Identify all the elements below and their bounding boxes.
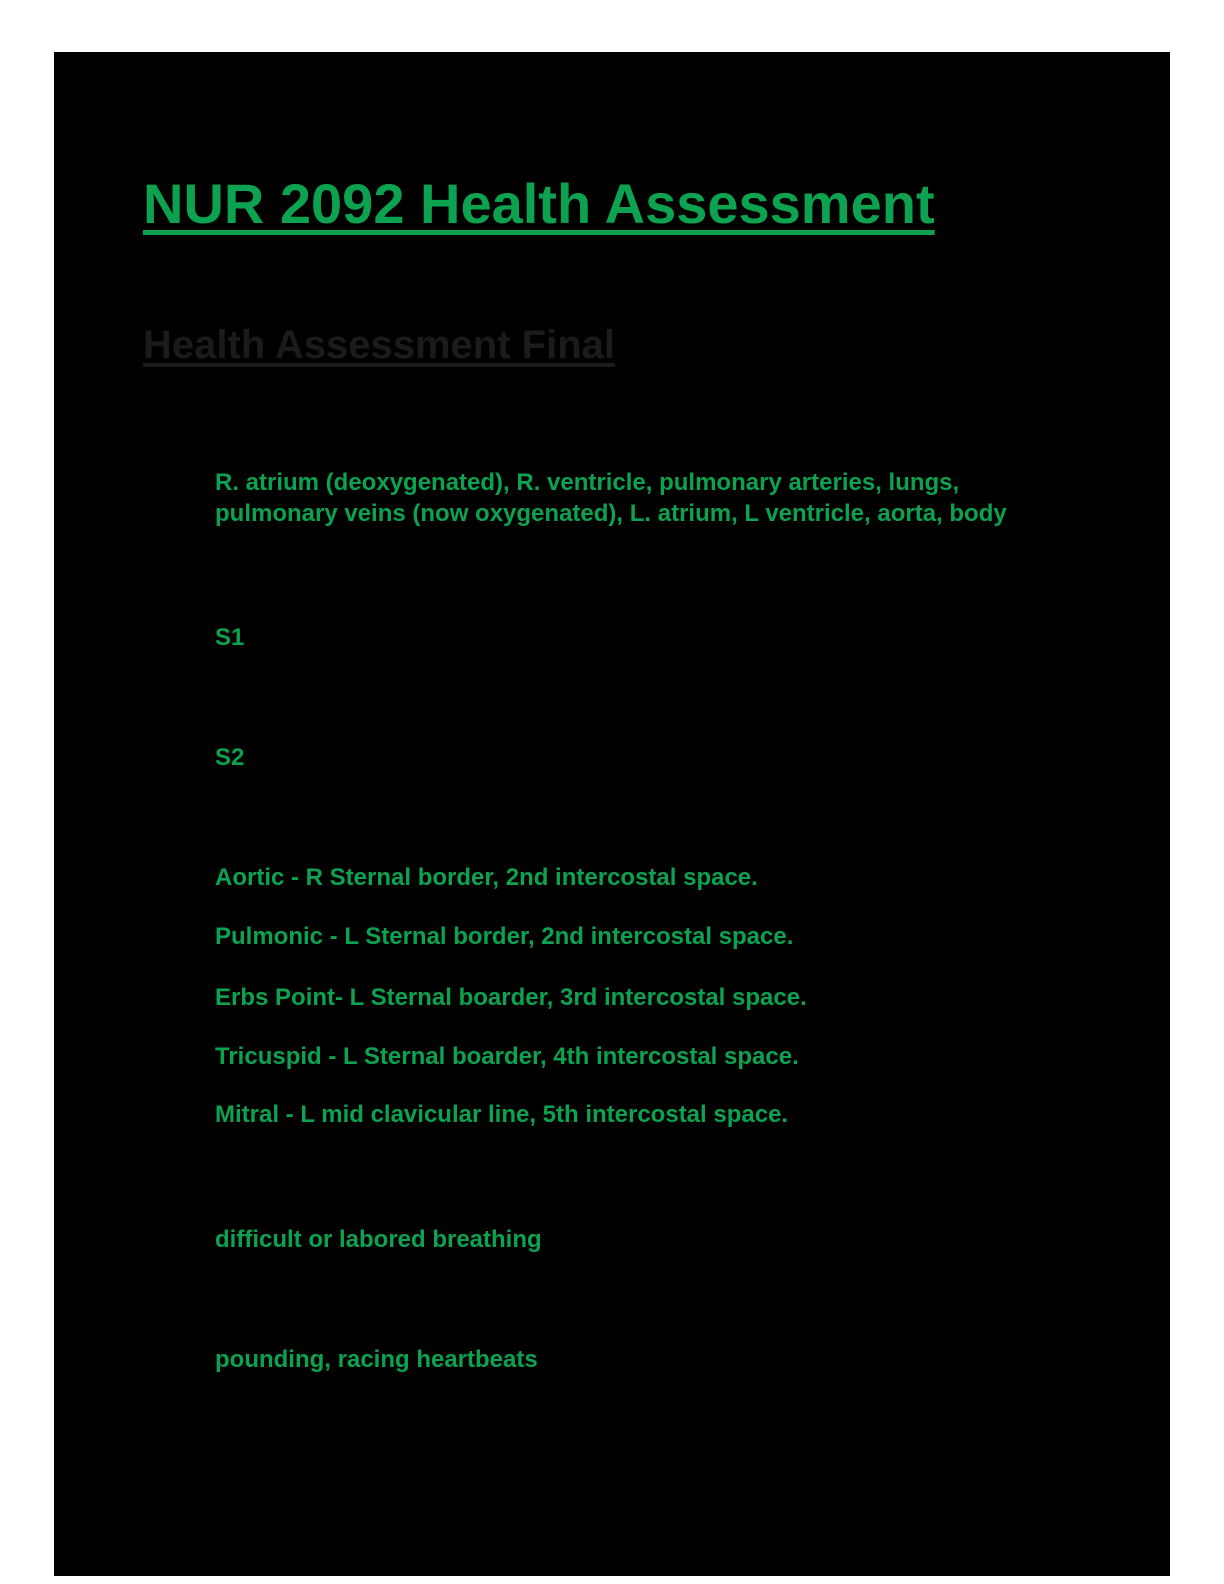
answer-aortic-area: Aortic - R Sternal border, 2nd intercostal space. (215, 864, 758, 891)
answer-mitral-area: Mitral - L mid clavicular line, 5th intercostal space. (215, 1101, 789, 1128)
answer-blood-flow-order (215, 467, 1007, 529)
answer-s2: S2 (215, 744, 245, 771)
answer-line: pulmonary veins (now oxygenated), L. atrium, L ventricle, aorta, body (215, 500, 1007, 527)
answer-s1: S1 (215, 624, 245, 651)
answer-line: R. atrium (deoxygenated), R. ventricle, pulmonary arteries, lungs, (215, 469, 960, 496)
answer-palpitations-definition: pounding, racing heartbeats (215, 1346, 538, 1373)
answer-pulmonic-area: Pulmonic - L Sternal border, 2nd intercostal space. (215, 923, 794, 950)
answer-dyspnea-definition: difficult or labored breathing (215, 1226, 542, 1253)
page-title: NUR 2092 Health Assessment (143, 172, 935, 235)
page-subtitle: Health Assessment Final (143, 323, 616, 367)
answer-tricuspid-area: Tricuspid - L Sternal boarder, 4th intercostal space. (215, 1043, 799, 1070)
document-page (54, 52, 1170, 1576)
answer-erbs-point-area: Erbs Point- L Sternal boarder, 3rd intercostal space. (215, 984, 807, 1011)
